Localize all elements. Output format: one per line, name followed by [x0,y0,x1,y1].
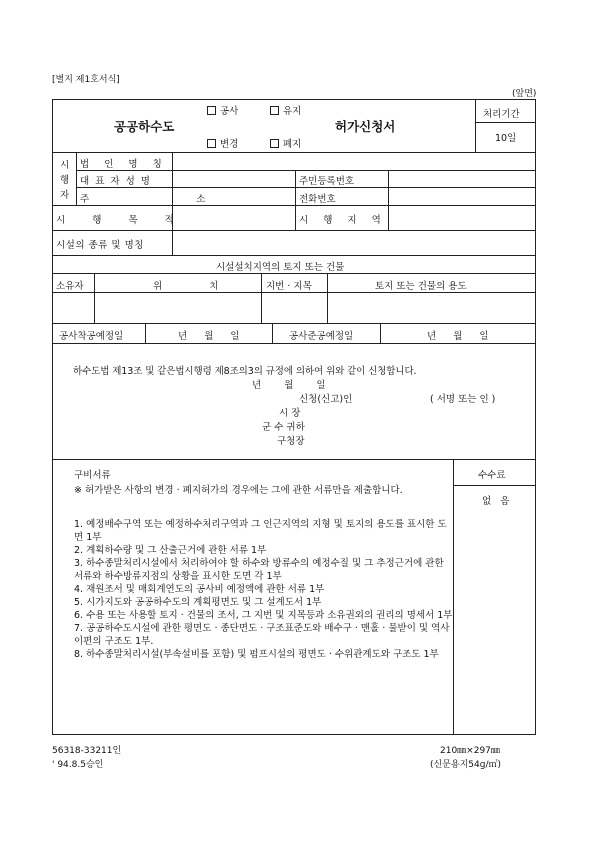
applicant-signature-label: 신청(신고)인 [299,394,353,405]
owner-field[interactable] [53,293,93,322]
usage-label: 토지 또는 건물의 용도 [375,281,467,292]
documents-title: 구비서류 [74,470,111,481]
location-label: 위 치 [153,281,241,292]
resident-no-field[interactable] [389,171,535,186]
option-maintenance[interactable]: 유지 [270,103,301,117]
list-item: 3. 하수종말처리시설에서 처리하여야 할 하수와 방류수의 예정수질 및 그 추정근거에 관한 서류와 하수방류지점의 상황을 표시한 도면 각 1부 [74,558,444,582]
facility-label: 시설의 종류 및 명칭 [56,240,144,251]
owner-label: 소유자 [56,281,84,292]
paper-type: (신문용지54g/㎡) [430,760,501,770]
option-abolition[interactable]: 폐지 [270,136,301,150]
option-construction[interactable]: 공사 [207,103,238,117]
form-title-left: 공공하수도 [114,119,175,134]
list-item: 2. 계획하수량 및 그 산출근거에 관한 서류 1부 [74,545,267,556]
form-title-right: 허가신청서 [335,119,396,134]
documents-list [74,518,454,661]
paper-size: 210㎜×297㎜ [440,746,500,756]
phone-field[interactable] [389,188,535,204]
address-field[interactable] [173,188,294,204]
option-change[interactable]: 변경 [207,136,238,150]
corp-name-field[interactable] [173,153,535,169]
lot-label: 지번 · 지목 [266,281,312,292]
region-field[interactable] [389,206,535,229]
signature-seal-label[interactable]: ( 서명 또는 인 ) [430,394,496,405]
purpose-field[interactable] [173,206,294,229]
corp-name-label: 법 인 명 칭 [80,159,168,170]
address-label: 주 소 [80,194,258,205]
documents-note: ※ 허가받은 사항의 변경 · 폐지허가의 경우에는 그에 관한 서류만을 제출합니다. [74,485,403,496]
approval-date: ' 94.8.5승인 [52,760,104,770]
declaration-text: 하수도법 제13조 및 같은법시행령 제8조의3의 규정에 의하여 위와 같이 신청합니다. [73,366,417,377]
purpose-label: 시 행 목 적 [56,215,186,226]
rep-name-field[interactable] [173,171,294,186]
checkbox-icon[interactable] [270,106,279,115]
processing-period-value: 10일 [495,133,517,144]
form-number: [별지 제1호서식] [52,75,120,85]
list-item: 7. 공공하수도시설에 관한 평면도 · 종단면도 · 구조표준도와 배수구 · 맨홀 · 물받이 및 역사이편의 구조도 1부. [74,623,450,647]
list-item: 5. 시가지도와 공공하수도의 계획평면도 및 그 설계도서 1부 [74,597,322,608]
page-side-label: (앞면) [512,89,537,99]
fee-label: 수수료 [478,470,506,481]
lot-field[interactable] [262,293,326,322]
end-date-label: 공사준공예정일 [289,331,354,342]
rep-name-label: 대 표 자 성 명 [80,176,152,187]
addressee-district: 구청장 [277,436,305,447]
list-item: 6. 수용 또는 사용할 토지 · 건물의 조서, 그 지번 및 지목등과 소유권외의 권리의 명세서 1부 [74,610,453,621]
list-item: 1. 예정배수구역 또는 예정하수처리구역과 그 인근지역의 지형 및 토지의 용도를 표시한 도면 1부 [74,519,447,543]
end-date-value[interactable]: 년 월 일 [427,331,489,342]
land-section-title: 시설설치지역의 토지 또는 건물 [216,262,345,273]
checkbox-icon[interactable] [270,139,279,148]
region-label: 시 행 지 역 [299,215,387,226]
start-date-label: 공사착공예정일 [59,331,124,342]
addressee-county: 군 수 귀하 [262,422,305,433]
applicant-label-2: 행 [60,175,70,186]
addressee-mayor: 시 장 [279,408,301,419]
processing-period-label: 처리기간 [483,109,520,120]
usage-field[interactable] [328,293,535,322]
checkbox-icon[interactable] [207,106,216,115]
location-field[interactable] [95,293,260,322]
applicant-label-1: 시 [60,160,70,171]
list-item: 8. 하수종말처리시설(부속설비를 포함) 및 펌프시설의 평면도 · 수위관계도와 구조도 1부 [74,649,439,660]
start-date-value[interactable]: 년 월 일 [178,331,240,342]
fee-value: 없 음 [482,496,510,507]
phone-label: 전화번호 [299,194,336,205]
applicant-label-3: 자 [60,190,70,201]
facility-field[interactable] [173,231,535,254]
form-code: 56318-33211인 [52,746,122,756]
checkbox-icon[interactable] [207,139,216,148]
resident-no-label: 주민등록번호 [299,176,355,187]
list-item: 4. 재원조서 및 매회계연도의 공사비 예정액에 관한 서류 1부 [74,584,325,595]
declaration-date[interactable]: 년 월 일 [252,380,326,391]
